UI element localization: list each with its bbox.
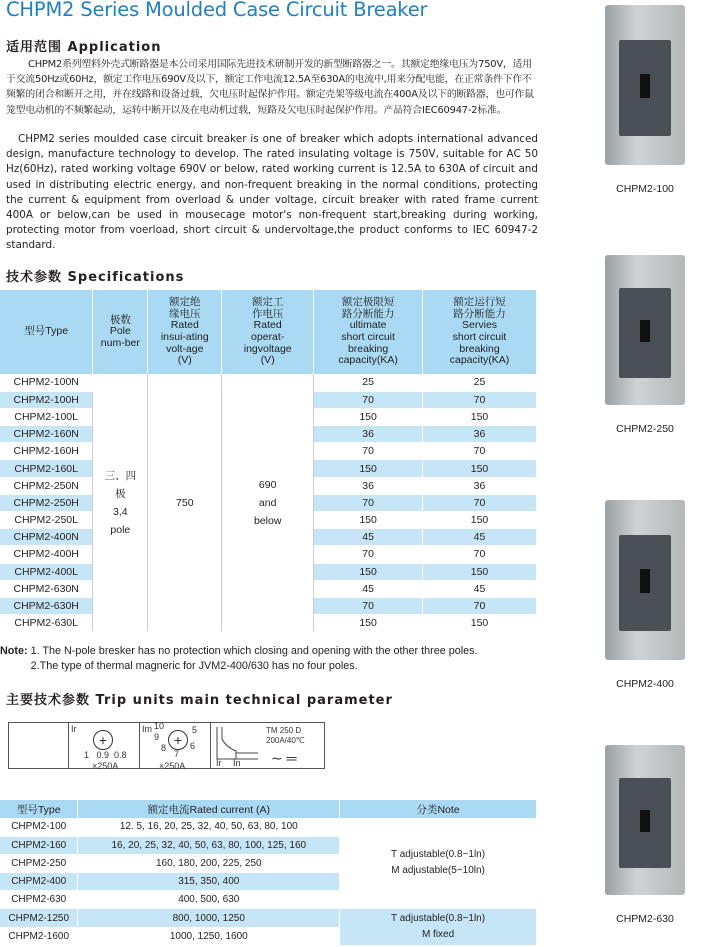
- table-cell: CHPM2-250: [0, 854, 78, 872]
- product-chpm2-250: [580, 255, 710, 435]
- table-cell: 36: [423, 477, 537, 494]
- ac-dc-symbol: ∼ ═: [271, 750, 297, 766]
- specifications-table: [0, 290, 537, 632]
- table-cell: 12. 5, 16, 20, 25, 32, 40, 50, 63, 80, 100: [78, 818, 340, 836]
- table-cell: CHPM2-630H: [0, 597, 93, 614]
- table-cell: 1000, 1250, 1600: [78, 927, 340, 945]
- table-cell: 315, 350, 400: [78, 873, 340, 891]
- breaker-image: [605, 5, 685, 165]
- application-text-cn: CHPM2系列塑料外壳式断路器是本公司采用国际先进技术研制开发的新型断路器之一。其额定绝缘电压为750V，适用于交流50Hz或60Hz，额定工作电压690V及以下，额定工作电流12.5A至630A的电流中,用来分配电能，在正常条件下作不频繁的闭合和断开之用，并在线路和设备过载，欠电压时起保护作用。额定壳架等级电流在400A及以下的断路器，也可作鼠笼型电动机的不频繁起动，运转中断开以及在电动机过载，短路及欠电压时起保护作用。产品符合IEC60947-2标准。: [6, 59, 534, 116]
- ir-label: Ir: [71, 724, 77, 734]
- pole-cell: 三、四 极 3,4 pole: [93, 374, 148, 632]
- im-tick: 5: [192, 725, 198, 735]
- table-cell: CHPM2-160N: [0, 426, 93, 443]
- table-cell: CHPM2-400N: [0, 529, 93, 546]
- product-caption: CHPM2-100: [616, 183, 674, 195]
- trip-curve-icon: [214, 727, 259, 761]
- heading-en: Application: [67, 40, 162, 55]
- table-cell: CHPM2-100N: [0, 374, 93, 391]
- im-dial-icon: +: [168, 730, 188, 750]
- table-cell: 70: [314, 391, 423, 408]
- table-cell: 150: [314, 408, 423, 425]
- column-header: 额定工 作电压 Rated operat- ingvoltage (V): [222, 290, 314, 374]
- table-cell: 36: [423, 426, 537, 443]
- column-header: 极数 Pole num-ber: [93, 290, 148, 374]
- table-cell: CHPM2-160L: [0, 460, 93, 477]
- ir-scale: 1 0.9 0.8: [84, 750, 127, 760]
- table-cell: 70: [314, 443, 423, 460]
- curve-ir-label: Ir: [216, 758, 222, 768]
- note-line: 1. The N-pole bresker has no protection which closing and opening with the other three poles.: [30, 645, 478, 657]
- table-cell: CHPM2-630L: [0, 615, 93, 632]
- im-tick: 8: [161, 743, 167, 753]
- table-cell: CHPM2-400L: [0, 563, 93, 580]
- table-cell: 70: [423, 546, 537, 563]
- table-cell: 150: [314, 512, 423, 529]
- im-tick: 9: [154, 732, 160, 742]
- table-cell: CHPM2-160: [0, 836, 78, 854]
- im-tick: 10: [154, 721, 165, 731]
- table-cell: CHPM2-630: [0, 891, 78, 909]
- table-cell: 150: [314, 563, 423, 580]
- specifications-heading: [6, 266, 184, 285]
- product-caption: CHPM2-250: [616, 423, 674, 435]
- table-cell: 150: [314, 615, 423, 632]
- table-cell: CHPM2-1250: [0, 909, 78, 927]
- table-cell: CHPM2-100L: [0, 408, 93, 425]
- ir-multiplier: ×250A: [92, 761, 119, 771]
- table-cell: CHPM2-630N: [0, 580, 93, 597]
- operating-voltage-cell: 690 and below: [222, 374, 314, 632]
- table-cell: 45: [314, 580, 423, 597]
- table-cell: 70: [423, 443, 537, 460]
- table-cell: CHPM2-250L: [0, 512, 93, 529]
- table-cell: CHPM2-100H: [0, 391, 93, 408]
- table-cell: CHPM2-250N: [0, 477, 93, 494]
- im-tick: 6: [190, 741, 196, 751]
- product-caption: CHPM2-630: [616, 913, 674, 925]
- table-cell: 150: [423, 408, 537, 425]
- table-cell: CHPM2-1600: [0, 927, 78, 945]
- heading-cn: 适用范围: [6, 40, 63, 55]
- trip-heading: [6, 689, 393, 708]
- table-row: [0, 909, 537, 927]
- table-cell: 70: [423, 597, 537, 614]
- trip-unit-diagram: [8, 722, 325, 769]
- table-cell: 36: [314, 426, 423, 443]
- table-cell: 150: [423, 563, 537, 580]
- trip-units-table: [0, 800, 537, 946]
- application-text-en: CHPM2 series moulded case circuit breaker is one of breaker which adopts international advanced design, manufacture technology to develop. The rated insulating voltage is 750V, suitable for AC 50 Hz(60Hz), rated working voltage 690V or below, rated working current is 12.5A to 630A of circuit and used in distributing electric energy, and non-frequent breaking in the normal conditions, protecting the current & equipment from overload & under voltage, circuit breaker with rated frame current 400A or below,can be used in mousecage motor's non-frequent start,breaking during working, protecting motor from voerload, short circuit & undervoltage,the product conforms to IEC 60947-2 standard.: [6, 133, 538, 252]
- page-title: CHPM2 Series Moulded Case Circuit Breaker: [6, 0, 428, 21]
- breaker-image: [605, 255, 685, 405]
- product-chpm2-400: [580, 500, 710, 690]
- table-cell: CHPM2-400: [0, 873, 78, 891]
- table-cell: 800, 1000, 1250: [78, 909, 340, 927]
- column-header: 额定电流Rated current (A): [78, 800, 340, 818]
- table-cell: 150: [423, 512, 537, 529]
- im-label: Im: [142, 724, 152, 734]
- table-cell: 45: [423, 529, 537, 546]
- note-cell: T adjustable(0.8~1ln) M adjustable(5~10ln): [340, 818, 537, 909]
- table-cell: 150: [423, 460, 537, 477]
- insulating-voltage-cell: 750: [148, 374, 222, 632]
- table-cell: 400, 500, 630: [78, 891, 340, 909]
- column-header: 额定运行短 路分断能力 Servies short circuit breaking capacity(KA): [423, 290, 537, 374]
- product-chpm2-630: [580, 745, 710, 925]
- trip-rating: 200A/40℃: [266, 736, 305, 745]
- ir-dial-icon: +: [93, 730, 113, 750]
- column-header: 额定绝 缘电压 Rated insui-ating volt-age (V): [148, 290, 222, 374]
- table-row: [0, 374, 537, 391]
- column-header: 额定极限短 路分断能力 ultimate short circuit breaking capacity(KA): [314, 290, 423, 374]
- column-header: 分类Note: [340, 800, 537, 818]
- curve-in-label: In: [233, 758, 241, 768]
- column-header: 型号Type: [0, 800, 78, 818]
- trip-model: TM 250 D: [266, 726, 302, 735]
- heading-cn: 主要技术参数: [6, 693, 91, 708]
- table-cell: CHPM2-250H: [0, 494, 93, 511]
- table-row: [0, 818, 537, 836]
- breaker-image: [605, 745, 685, 895]
- table-cell: CHPM2-400H: [0, 546, 93, 563]
- table-cell: 150: [423, 615, 537, 632]
- table-cell: 70: [423, 494, 537, 511]
- application-heading: [6, 36, 161, 55]
- table-cell: 25: [314, 374, 423, 391]
- note-line: 2.The type of thermal magneric for JVM2-400/630 has no four poles.: [30, 660, 358, 672]
- breaker-image: [605, 500, 685, 660]
- product-chpm2-100: [580, 5, 710, 195]
- table-cell: 70: [314, 494, 423, 511]
- note-cell: T adjustable(0.8~1ln) M fixed: [340, 909, 537, 945]
- im-multiplier: ×250A: [159, 761, 186, 771]
- heading-en: Specifications: [67, 270, 185, 285]
- note-label: Note:: [0, 645, 28, 657]
- table-cell: 45: [423, 580, 537, 597]
- table-cell: 36: [314, 477, 423, 494]
- im-tick: 7: [174, 749, 180, 759]
- table-cell: 25: [423, 374, 537, 391]
- table-cell: 70: [314, 546, 423, 563]
- table-cell: 16, 20, 25, 32, 40, 50, 63, 80, 100, 125, 160: [78, 836, 340, 854]
- table-cell: 70: [314, 597, 423, 614]
- table-cell: 70: [423, 391, 537, 408]
- table-cell: 45: [314, 529, 423, 546]
- product-caption: CHPM2-400: [616, 678, 674, 690]
- table-cell: CHPM2-100: [0, 818, 78, 836]
- column-header: 型号Type: [0, 290, 93, 374]
- heading-cn: 技术参数: [6, 270, 63, 285]
- heading-en: Trip units main technical parameter: [95, 693, 393, 708]
- table-cell: 160, 180, 200, 225, 250: [78, 854, 340, 872]
- table-cell: 150: [314, 460, 423, 477]
- table-cell: CHPM2-160H: [0, 443, 93, 460]
- note-block: [0, 644, 478, 674]
